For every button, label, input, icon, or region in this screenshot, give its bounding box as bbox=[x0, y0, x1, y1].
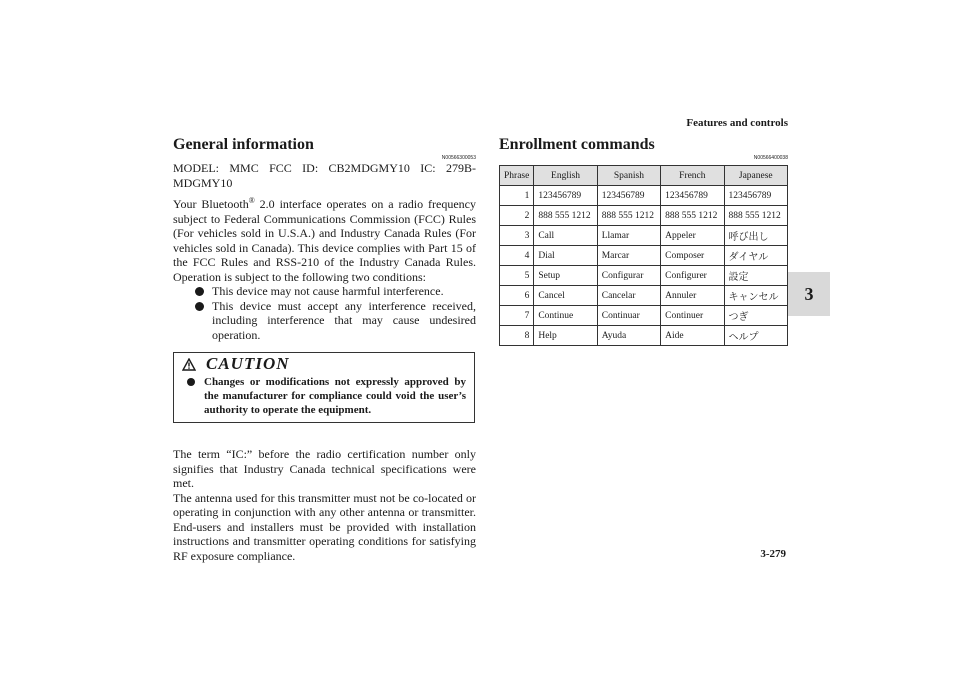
spanish-cell: Marcar bbox=[597, 246, 660, 266]
phrase-number: 8 bbox=[500, 326, 534, 346]
japanese-cell: 888 555 1212 bbox=[724, 206, 787, 226]
phrase-number: 7 bbox=[500, 306, 534, 326]
running-header: Features and controls bbox=[686, 117, 788, 129]
phrase-number: 5 bbox=[500, 266, 534, 286]
spanish-cell: Cancelar bbox=[597, 286, 660, 306]
table-row bbox=[500, 266, 788, 286]
condition-text: This device may not cause harmful interference. bbox=[212, 284, 444, 298]
bluetooth-body: 2.0 interface operates on a radio frequency subject to Federal Communications Commission (FCC) Rules (For vehicles sold in U.S.A.) and Industry Canada Rules (For vehicles sold in Canada). This device complies with Part 15 of the FCC Rules and RSS-210 of the Industry Canada Rules. Operation is subject to the following two conditions: bbox=[173, 197, 476, 284]
japanese-cell: ヘルプ bbox=[724, 326, 787, 346]
english-cell: 888 555 1212 bbox=[534, 206, 597, 226]
column-header-phrase: Phrase bbox=[500, 166, 534, 186]
english-cell: Help bbox=[534, 326, 597, 346]
spanish-cell: Configurar bbox=[597, 266, 660, 286]
table-row bbox=[500, 206, 788, 226]
caution-text: Changes or modifications not expressly approved by the manufacturer for compliance could void the user’s authority to operate the equipment. bbox=[204, 376, 466, 416]
phrase-number: 1 bbox=[500, 186, 534, 206]
phrase-number: 6 bbox=[500, 286, 534, 306]
japanese-cell: 呼び出し bbox=[724, 226, 787, 246]
model-text: MODEL: MMC FCC ID: CB2MDGMY10 IC: 279B-MDGMY10 bbox=[173, 161, 476, 190]
enrollment-commands-section bbox=[499, 136, 788, 346]
english-cell: 123456789 bbox=[534, 186, 597, 206]
english-cell: Cancel bbox=[534, 286, 597, 306]
table-row bbox=[500, 226, 788, 246]
section-tab: 3 bbox=[788, 272, 830, 316]
bluetooth-paragraph bbox=[173, 194, 476, 284]
spanish-cell: 888 555 1212 bbox=[597, 206, 660, 226]
table-row bbox=[500, 326, 788, 346]
general-information-heading: General information bbox=[173, 136, 314, 153]
caution-header bbox=[174, 353, 474, 375]
spanish-cell: Llamar bbox=[597, 226, 660, 246]
table-row bbox=[500, 306, 788, 326]
column-header-japanese: Japanese bbox=[724, 166, 787, 186]
japanese-cell: つぎ bbox=[724, 306, 787, 326]
conditions-list bbox=[173, 284, 476, 342]
column-header-french: French bbox=[661, 166, 724, 186]
english-cell: Dial bbox=[534, 246, 597, 266]
english-cell: Setup bbox=[534, 266, 597, 286]
list-item bbox=[173, 284, 476, 299]
french-cell: Composer bbox=[661, 246, 724, 266]
japanese-cell: ダイヤル bbox=[724, 246, 787, 266]
japanese-cell: 123456789 bbox=[724, 186, 787, 206]
caution-title: CAUTION bbox=[206, 354, 290, 373]
enrollment-commands-heading: Enrollment commands bbox=[499, 136, 655, 153]
registered-mark: ® bbox=[248, 196, 255, 205]
condition-text: This device must accept any interference received, including interference that may cause undesired operation. bbox=[212, 298, 476, 342]
french-cell: Annuler bbox=[661, 286, 724, 306]
japanese-cell: 設定 bbox=[724, 266, 787, 286]
phrase-number: 3 bbox=[500, 226, 534, 246]
general-information-section bbox=[173, 136, 476, 563]
french-cell: Aide bbox=[661, 326, 724, 346]
spanish-cell: Ayuda bbox=[597, 326, 660, 346]
english-cell: Call bbox=[534, 226, 597, 246]
japanese-cell: キャンセル bbox=[724, 286, 787, 306]
table-row bbox=[500, 286, 788, 306]
french-cell: Configurer bbox=[661, 266, 724, 286]
bullet-icon bbox=[195, 302, 204, 311]
french-cell: 888 555 1212 bbox=[661, 206, 724, 226]
table-header-row bbox=[500, 166, 788, 186]
enrollment-commands-table bbox=[499, 165, 788, 346]
antenna-paragraph: The antenna used for this transmitter must not be co-located or operating in conjunction with any other antenna or transmitter. End-users and installers must be provided with installation instructions and transmitter operating conditions for satisfying RF exposure compliance. bbox=[173, 490, 476, 563]
phrase-number: 2 bbox=[500, 206, 534, 226]
table-row bbox=[500, 246, 788, 266]
french-cell: Appeler bbox=[661, 226, 724, 246]
phrase-number: 4 bbox=[500, 246, 534, 266]
caution-item bbox=[174, 375, 474, 417]
table-row bbox=[500, 186, 788, 206]
french-cell: Continuer bbox=[661, 306, 724, 326]
column-header-spanish: Spanish bbox=[597, 166, 660, 186]
list-item bbox=[173, 299, 476, 343]
spanish-cell: 123456789 bbox=[597, 186, 660, 206]
caution-box bbox=[173, 352, 475, 423]
english-cell: Continue bbox=[534, 306, 597, 326]
reference-code: N00566300053 bbox=[441, 155, 476, 161]
page-number: 3-279 bbox=[760, 548, 786, 560]
column-header-english: English bbox=[534, 166, 597, 186]
bullet-icon bbox=[195, 287, 204, 296]
reference-code: N00566400038 bbox=[753, 155, 788, 161]
ic-term-paragraph: The term “IC:” before the radio certification number only signifies that Industry Canada technical specifications were met. bbox=[173, 447, 476, 490]
warning-icon bbox=[182, 358, 196, 371]
french-cell: 123456789 bbox=[661, 186, 724, 206]
spanish-cell: Continuar bbox=[597, 306, 660, 326]
bullet-icon bbox=[187, 378, 195, 386]
bluetooth-lead: Your Bluetooth bbox=[173, 197, 249, 211]
